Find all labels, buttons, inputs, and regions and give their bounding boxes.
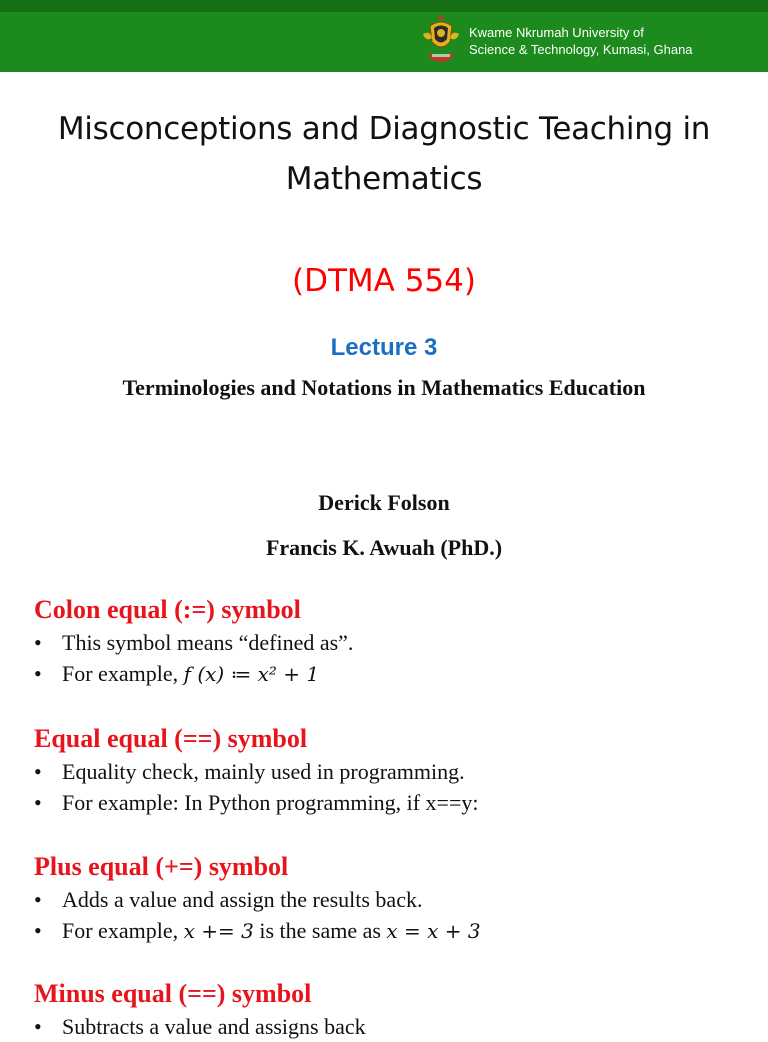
list-item <box>34 884 754 915</box>
section-heading: Equal equal (==) symbol <box>34 724 308 753</box>
bullet-list <box>34 627 754 690</box>
list-item-text: Adds a value and assign the results back. <box>62 887 423 912</box>
bullet-icon: • <box>34 887 42 912</box>
list-item <box>34 1011 754 1042</box>
course-code: (DTMA 554) <box>292 263 476 299</box>
author-2: Francis K. Awuah (PhD.) <box>265 535 503 560</box>
lecture-number: Lecture 3 <box>330 334 438 361</box>
list-item <box>34 915 754 947</box>
section-heading: Minus equal (==) symbol <box>34 979 312 1008</box>
header-top-stripe <box>0 0 768 12</box>
list-item <box>34 787 754 818</box>
section-colon-equal <box>34 593 754 690</box>
list-item-text: For example, <box>62 661 184 686</box>
bullet-icon: • <box>34 630 42 655</box>
university-name-line2: Science & Technology, Kumasi, Ghana <box>469 42 693 57</box>
title-line2: Mathematics <box>285 161 483 197</box>
university-name-line1: Kwame Nkrumah University of <box>469 25 644 40</box>
list-item-text: Equality check, mainly used in programming. <box>62 759 465 784</box>
bullet-icon: • <box>34 790 42 815</box>
section-minus-equal <box>34 977 754 1042</box>
university-name <box>469 24 759 58</box>
page-title <box>0 104 768 204</box>
bullet-list <box>34 884 754 947</box>
math-expression: x += 3 <box>183 919 254 943</box>
header-band <box>0 0 768 72</box>
section-equal-equal <box>34 722 754 818</box>
section-heading: Plus equal (+=) symbol <box>34 852 289 881</box>
math-expression: f (x) ≔ x² + 1 <box>183 662 320 686</box>
title-line1: Misconceptions and Diagnostic Teaching in <box>57 111 711 147</box>
bullet-list <box>34 1011 754 1042</box>
math-expression: x = x + 3 <box>386 919 481 943</box>
bullet-icon: • <box>34 1014 42 1039</box>
list-item-text: For example, <box>62 918 184 943</box>
list-item-text: Subtracts a value and assigns back <box>62 1014 366 1039</box>
list-item <box>34 756 754 787</box>
university-crest-icon <box>420 12 462 66</box>
list-item-text: For example: In Python programming, if x==y: <box>62 790 479 815</box>
section-plus-equal <box>34 850 754 947</box>
section-heading: Colon equal (:=) symbol <box>34 595 301 624</box>
bullet-list <box>34 756 754 818</box>
bullet-icon: • <box>34 661 42 686</box>
author-1: Derick Folson <box>318 490 450 515</box>
lecture-subtitle: Terminologies and Notations in Mathematics Education <box>122 375 646 400</box>
list-item <box>34 658 754 690</box>
list-item <box>34 627 754 658</box>
list-item-text: is the same as <box>253 918 387 943</box>
list-item-text: This symbol means “defined as”. <box>62 630 354 655</box>
bullet-icon: • <box>34 918 42 943</box>
bullet-icon: • <box>34 759 42 784</box>
